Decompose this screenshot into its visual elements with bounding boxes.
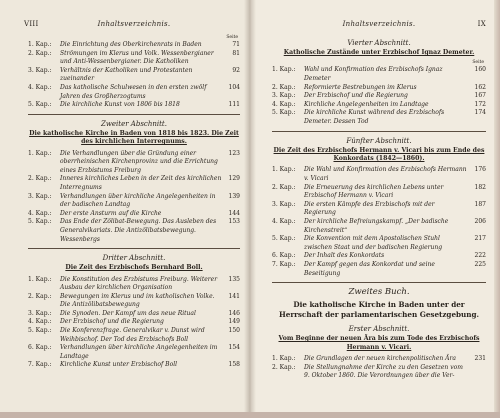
- page-ref: 146: [228, 309, 240, 317]
- toc-list-section3: [28, 276, 240, 371]
- toc-entry: [28, 41, 240, 50]
- toc-entry: [28, 218, 240, 244]
- book-subtitle: Die katholische Kirche in Baden unter der Herrschaft der parlamentarischen Gesetzgebung.: [278, 300, 480, 320]
- page-ref: 150: [228, 327, 240, 335]
- seite-label: Seite: [472, 60, 484, 66]
- page-ref: 162: [474, 83, 486, 91]
- page-ref: 182: [474, 183, 486, 191]
- chapter-number: 1. Kap.:: [28, 149, 52, 157]
- toc-entry: [28, 344, 240, 361]
- running-head-title-left: Inhaltsverzeichnis.: [97, 20, 171, 28]
- chapter-number: 1. Kap.:: [272, 66, 296, 74]
- page-ref: 154: [228, 344, 240, 352]
- chapter-title: Inneres kirchliches Leben in der Zeit des kirchlichen Interregnums: [60, 175, 222, 191]
- toc-entry: [28, 327, 240, 344]
- page-number-left: VIII: [24, 20, 39, 28]
- page-ref: 123: [228, 149, 240, 157]
- toc-entry: [28, 193, 240, 210]
- page-ref: 129: [228, 175, 240, 183]
- chapter-title: Der Erzbischof und die Regierung: [304, 92, 408, 100]
- toc-entry: [28, 101, 240, 110]
- chapter-number: 4. Kap.:: [28, 209, 52, 217]
- page-ref: 135: [228, 275, 240, 283]
- chapter-title: Das katholische Schulwesen in den ersten zwölf Jahren des Großherzogtums: [60, 83, 207, 100]
- chapter-title: Die Erneuerung des kirchlichen Lebens unter Erzbischof Hermann v. Vicari: [304, 183, 444, 200]
- toc-entry: [28, 67, 240, 84]
- toc-entry: [272, 261, 486, 278]
- chapter-number: 4. Kap.:: [272, 100, 296, 108]
- chapter-number: 2. Kap.:: [272, 83, 296, 91]
- toc-entry: [272, 84, 486, 93]
- chapter-number: 2. Kap.:: [28, 292, 52, 300]
- chapter-number: 3. Kap.:: [28, 309, 52, 317]
- seite-label: Seite: [226, 35, 238, 40]
- chapter-title: Das Ende der Zölibat-Bewegung. Das Ausleben des Generalvikariats. Die Antizölibatsbewegung. Wessenbergs: [60, 218, 217, 243]
- toc-entry: [28, 150, 240, 176]
- chapter-title: Reformierte Bestrebungen im Klerus: [304, 83, 417, 91]
- page-ref: 153: [228, 218, 240, 226]
- chapter-number: 5. Kap.:: [28, 101, 52, 109]
- toc-entry: [272, 109, 486, 126]
- toc-list-book2: [272, 355, 486, 381]
- chapter-number: 4. Kap.:: [28, 318, 52, 326]
- chapter-title: Der kirchliche Befreiungskampf. „Der badische Kirchenstreit“: [304, 217, 449, 234]
- chapter-title: Verhandlungen über kirchliche Angelegenheiten in der badischen Landtag: [60, 192, 216, 209]
- chapter-title: Die Konstitution des Erzbistums Freiburg. Weiterer Ausbau der kirchlichen Organisation: [60, 275, 218, 292]
- toc-entry: [272, 66, 486, 83]
- chapter-title: Kirchliche Angelegenheiten im Landtage: [304, 100, 429, 108]
- chapter-number: 3. Kap.:: [28, 192, 52, 200]
- running-head-right: [272, 20, 486, 34]
- toc-entry: [272, 166, 486, 183]
- toc-list-section2: [28, 150, 240, 245]
- chapter-title: Die Einrichtung des Oberkirchenrats in Baden: [60, 41, 202, 48]
- toc-list-section4: [272, 66, 486, 126]
- right-page: [250, 0, 500, 418]
- toc-entry: [28, 175, 240, 192]
- page-ref: 144: [228, 209, 240, 217]
- chapter-number: 5. Kap.:: [272, 109, 296, 117]
- chapter-number: 2. Kap.:: [272, 363, 296, 371]
- section-heading: Erster Abschnitt.: [348, 325, 410, 334]
- toc-entry: [28, 84, 240, 101]
- running-head-left: [24, 20, 240, 34]
- chapter-title: Der Inhalt des Konkordats: [304, 252, 385, 260]
- page-ref: 149: [228, 318, 240, 326]
- page-ref: 187: [474, 200, 486, 208]
- chapter-number: 3. Kap.:: [28, 66, 52, 74]
- toc-entry: [28, 310, 240, 319]
- toc-list-a: [28, 41, 240, 110]
- page-ref: 104: [228, 83, 240, 91]
- divider: [272, 131, 486, 132]
- chapter-number: 3. Kap.:: [272, 200, 296, 208]
- toc-entry: [272, 235, 486, 252]
- page-ref: 172: [474, 100, 486, 108]
- page-ref: 111: [228, 101, 240, 109]
- section-subtitle: Die katholische Kirche in Baden von 1818 bis 1823. Die Zeit des kirchlichen Interregnums.: [29, 129, 239, 146]
- section-subtitle: Vom Beginne der neuen Ära bis zum Tode des Erzbischofs Hermann v. Vicari.: [278, 335, 480, 351]
- page-ref: 139: [228, 192, 240, 200]
- book-gutter: [244, 0, 256, 418]
- toc-entry: [28, 293, 240, 310]
- chapter-title: Die Konvention mit dem Apostolischen Stuhl zwischen Staat und der badischen Regierung: [304, 235, 443, 251]
- toc-entry: [272, 252, 486, 261]
- chapter-number: 1. Kap.:: [28, 41, 52, 48]
- page-ref: 231: [474, 354, 486, 362]
- toc-entry: [272, 364, 486, 381]
- toc-entry: [272, 201, 486, 218]
- toc-entry: [272, 184, 486, 201]
- chapter-title: Die ersten Kämpfe des Erzbischofs mit der Regierung: [304, 200, 435, 217]
- page-ref: 167: [474, 92, 486, 100]
- page-number-right: IX: [477, 20, 486, 28]
- section-subtitle: Katholische Zustände unter Erzbischof Ignaz Demeter.: [283, 49, 475, 56]
- chapter-title: Der erste Ansturm auf die Kirche: [60, 209, 162, 217]
- chapter-number: 3. Kap.:: [272, 92, 296, 100]
- section-heading: Vierter Abschnitt.: [347, 39, 411, 47]
- chapter-number: 1. Kap.:: [272, 166, 296, 174]
- page-ref: 71: [232, 41, 240, 48]
- chapter-number: 7. Kap.:: [272, 260, 296, 268]
- toc-entry: [272, 101, 486, 110]
- chapter-title: Kirchliche Kunst unter Erzbischof Boll: [60, 361, 178, 369]
- chapter-number: 1. Kap.:: [272, 354, 296, 362]
- toc-entry: [28, 276, 240, 293]
- section-subtitle: Die Zeit des Erzbischofs Hermann v. Vicari bis zum Ende des Konkordats (1842—1860).: [273, 146, 485, 162]
- page-ref: 158: [228, 361, 240, 369]
- chapter-title: Verhältnis der Katholiken und Protestanten zueinander: [60, 66, 193, 83]
- chapter-title: Die Konferenzfrage. Generalvikar v. Dunst wird Weihbischof. Der Tod des Erzbischofs Boll: [60, 327, 205, 343]
- page-ref: 141: [228, 292, 240, 300]
- chapter-title: Strömungen im Klerus und Volk. Wessenbergianer und Anti-Wessenbergianer. Die Katholiken: [60, 49, 214, 66]
- chapter-number: 4. Kap.:: [272, 217, 296, 225]
- page-ref: 81: [232, 49, 240, 57]
- book-heading: Zweites Buch.: [348, 287, 410, 298]
- chapter-number: 7. Kap.:: [28, 361, 52, 369]
- chapter-number: 6. Kap.:: [272, 252, 296, 260]
- divider: [272, 282, 486, 283]
- chapter-title: Bewegungen im Klerus und im katholischen Volke. Die Antizölibatsbewegung: [60, 292, 215, 309]
- page-ref: 222: [474, 252, 486, 260]
- chapter-title: Die Grundlagen der neuen kirchenpolitischen Ära: [304, 354, 456, 362]
- divider: [28, 114, 240, 115]
- section-heading: Zweiter Abschnitt.: [101, 119, 167, 128]
- chapter-title: Der Erzbischof und die Regierung: [60, 318, 164, 326]
- chapter-title: Die kirchliche Kunst während des Erzbischofs Demeter. Dessen Tod: [304, 109, 445, 125]
- toc-entry: [272, 355, 486, 364]
- page-edge: [494, 0, 500, 418]
- chapter-number: 6. Kap.:: [28, 344, 52, 352]
- toc-entry: [28, 318, 240, 327]
- page-ref: 174: [474, 109, 486, 117]
- chapter-number: 2. Kap.:: [28, 175, 52, 183]
- chapter-title: Wahl und Konfirmation des Erzbischofs Ignaz Demeter: [304, 66, 443, 82]
- page-ref: 160: [474, 66, 486, 74]
- toc-list-section5: [272, 166, 486, 278]
- chapter-number: 5. Kap.:: [28, 327, 52, 335]
- chapter-number: 2. Kap.:: [28, 49, 52, 57]
- page-ref: 225: [474, 260, 486, 268]
- toc-entry: [272, 92, 486, 101]
- section-heading: Dritter Abschnitt.: [102, 254, 166, 263]
- running-head-title-right: Inhaltsverzeichnis.: [342, 20, 416, 28]
- chapter-number: 4. Kap.:: [28, 83, 52, 91]
- chapter-title: Verhandlungen über kirchliche Angelegenheiten im Landtage: [60, 344, 218, 360]
- chapter-title: Der Kampf gegen das Konkordat und seine Beseitigung: [304, 260, 435, 277]
- section-subtitle: Die Zeit des Erzbischofs Bernhard Boll.: [65, 264, 203, 272]
- chapter-number: 5. Kap.:: [28, 218, 52, 226]
- toc-entry: [28, 210, 240, 219]
- chapter-title: Die kirchliche Kunst von 1806 bis 1818: [60, 101, 180, 109]
- page-ref: 92: [232, 66, 240, 74]
- page-ref: 176: [474, 166, 486, 174]
- chapter-title: Die Stellungnahme der Kirche zu den Gesetzen vom 9. Oktober 1860. Die Verordnungen über die Ver-: [304, 363, 463, 380]
- chapter-title: Die Synoden. Der Kampf um das neue Ritual: [60, 309, 196, 317]
- page-edge-bottom: [0, 412, 500, 418]
- toc-entry: [272, 218, 486, 235]
- page-ref: 217: [474, 235, 486, 243]
- toc-entry: [28, 361, 240, 370]
- chapter-title: Die Wahl und Konfirmation des Erzbischofs Hermann v. Vicari: [304, 166, 467, 182]
- chapter-title: Die Verhandlungen über die Gründung einer oberrheinischen Kirchenprovinz und die Errichtung eines Erzbistums Freiburg: [60, 149, 218, 174]
- section-heading: Fünfter Abschnitt.: [346, 136, 412, 145]
- toc-entry: [28, 50, 240, 67]
- divider: [28, 248, 240, 249]
- page-ref: 206: [474, 217, 486, 225]
- chapter-number: 2. Kap.:: [272, 183, 296, 191]
- chapter-number: 5. Kap.:: [272, 235, 296, 243]
- chapter-number: 1. Kap.:: [28, 275, 52, 283]
